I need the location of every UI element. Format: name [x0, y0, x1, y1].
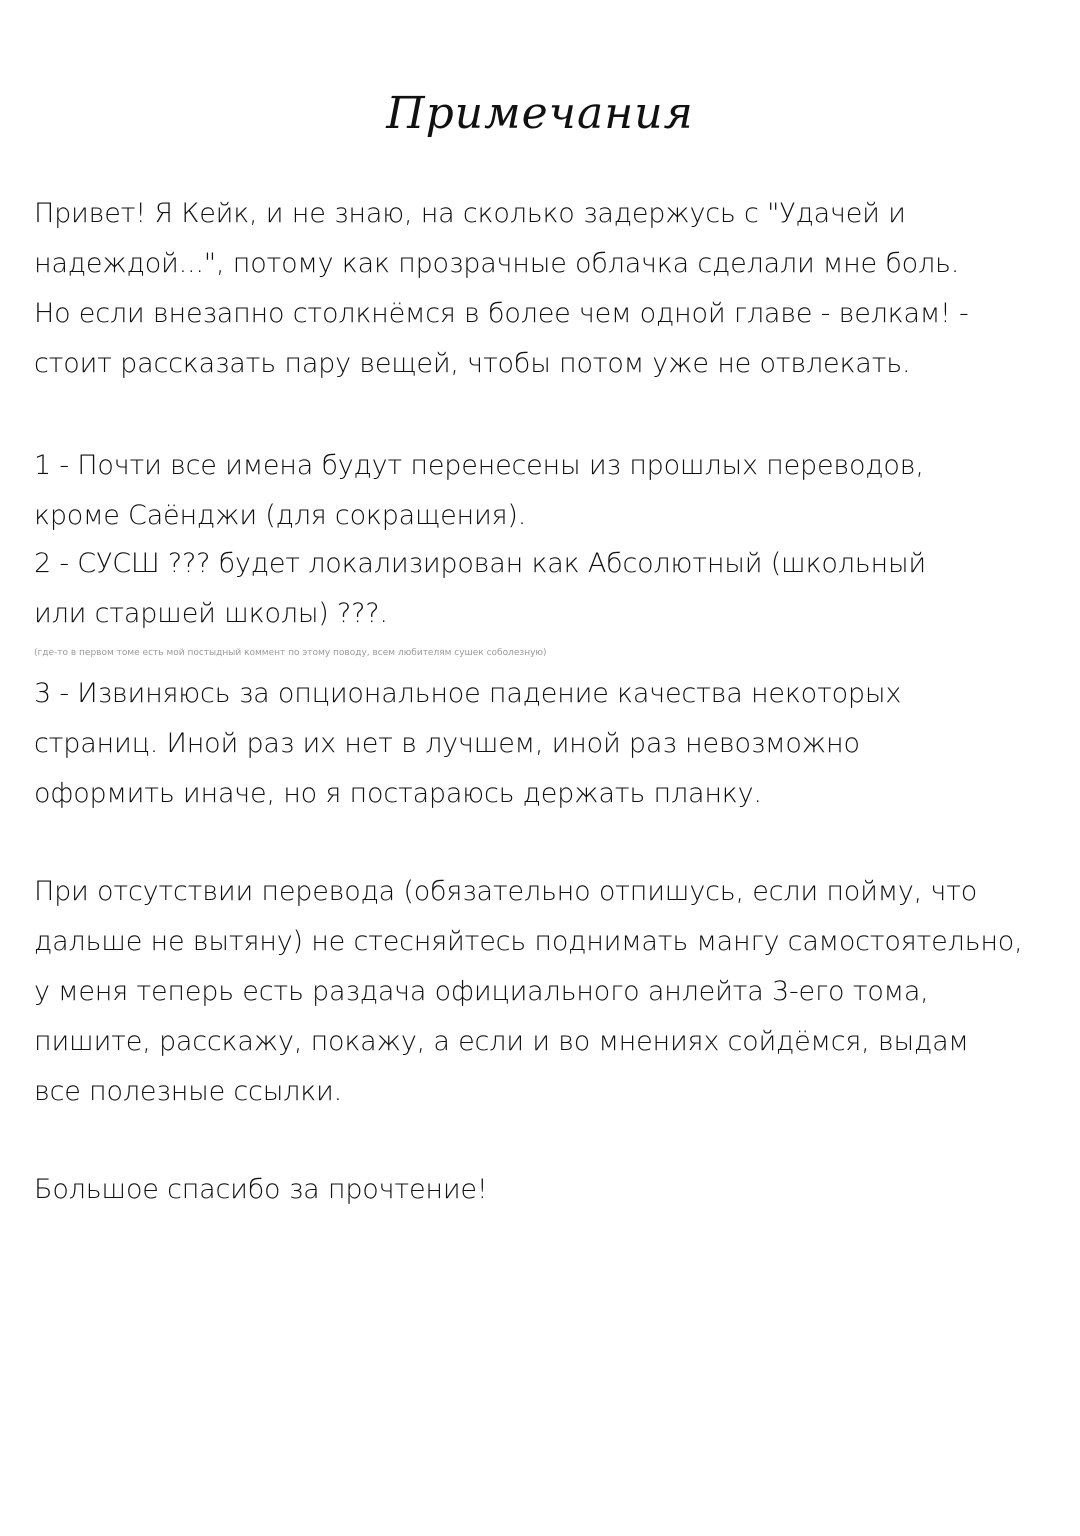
intro-line: надеждой...", потому как прозрачные облачка сделали мне боль.: [34, 248, 960, 279]
request-line: у меня теперь есть раздача официального анлейта 3-его тома,: [34, 976, 929, 1007]
request-line: При отсутствии перевода (обязательно отпишусь, если пойму, что: [34, 876, 978, 907]
point-3-line: страниц. Иной раз их нет в лучшем, иной раз невозможно: [34, 728, 860, 759]
intro-line: Привет! Я Кейк, и не знаю, на сколько задержусь с "Удачей и: [34, 198, 906, 229]
request-line: пишите, расскажу, покажу, а если и во мнениях сойдёмся, выдам: [34, 1026, 969, 1057]
thanks-line: Большое спасибо за прочтение!: [34, 1174, 488, 1205]
point-1-line: кроме Саёнджи (для сокращения).: [34, 500, 527, 531]
intro-line: стоит рассказать пару вещей, чтобы потом уже не отвлекать.: [34, 348, 911, 379]
point-3-line: 3 - Извиняюсь за опциональное падение качества некоторых: [34, 678, 902, 709]
intro-line: Но если внезапно столкнёмся в более чем одной главе - велкам! -: [34, 298, 969, 329]
point-2-line: или старшей школы) ???.: [34, 598, 388, 629]
page-title: Примечания: [386, 88, 694, 139]
point-3-line: оформить иначе, но я постараюсь держать планку.: [34, 778, 762, 809]
point-1-line: 1 - Почти все имена будут перенесены из прошлых переводов,: [34, 450, 924, 481]
request-line: дальше не вытяну) не стесняйтесь поднимать мангу самостоятельно,: [34, 926, 1023, 957]
request-line: все полезные ссылки.: [34, 1076, 343, 1107]
point-2-line: 2 - СУСШ ??? будет локализирован как Абсолютный (школьный: [34, 548, 926, 579]
point-2-footnote: (где-то в первом томе есть мой постыдный коммент по этому поводу, всем любителям сушек соболезную): [34, 648, 547, 658]
